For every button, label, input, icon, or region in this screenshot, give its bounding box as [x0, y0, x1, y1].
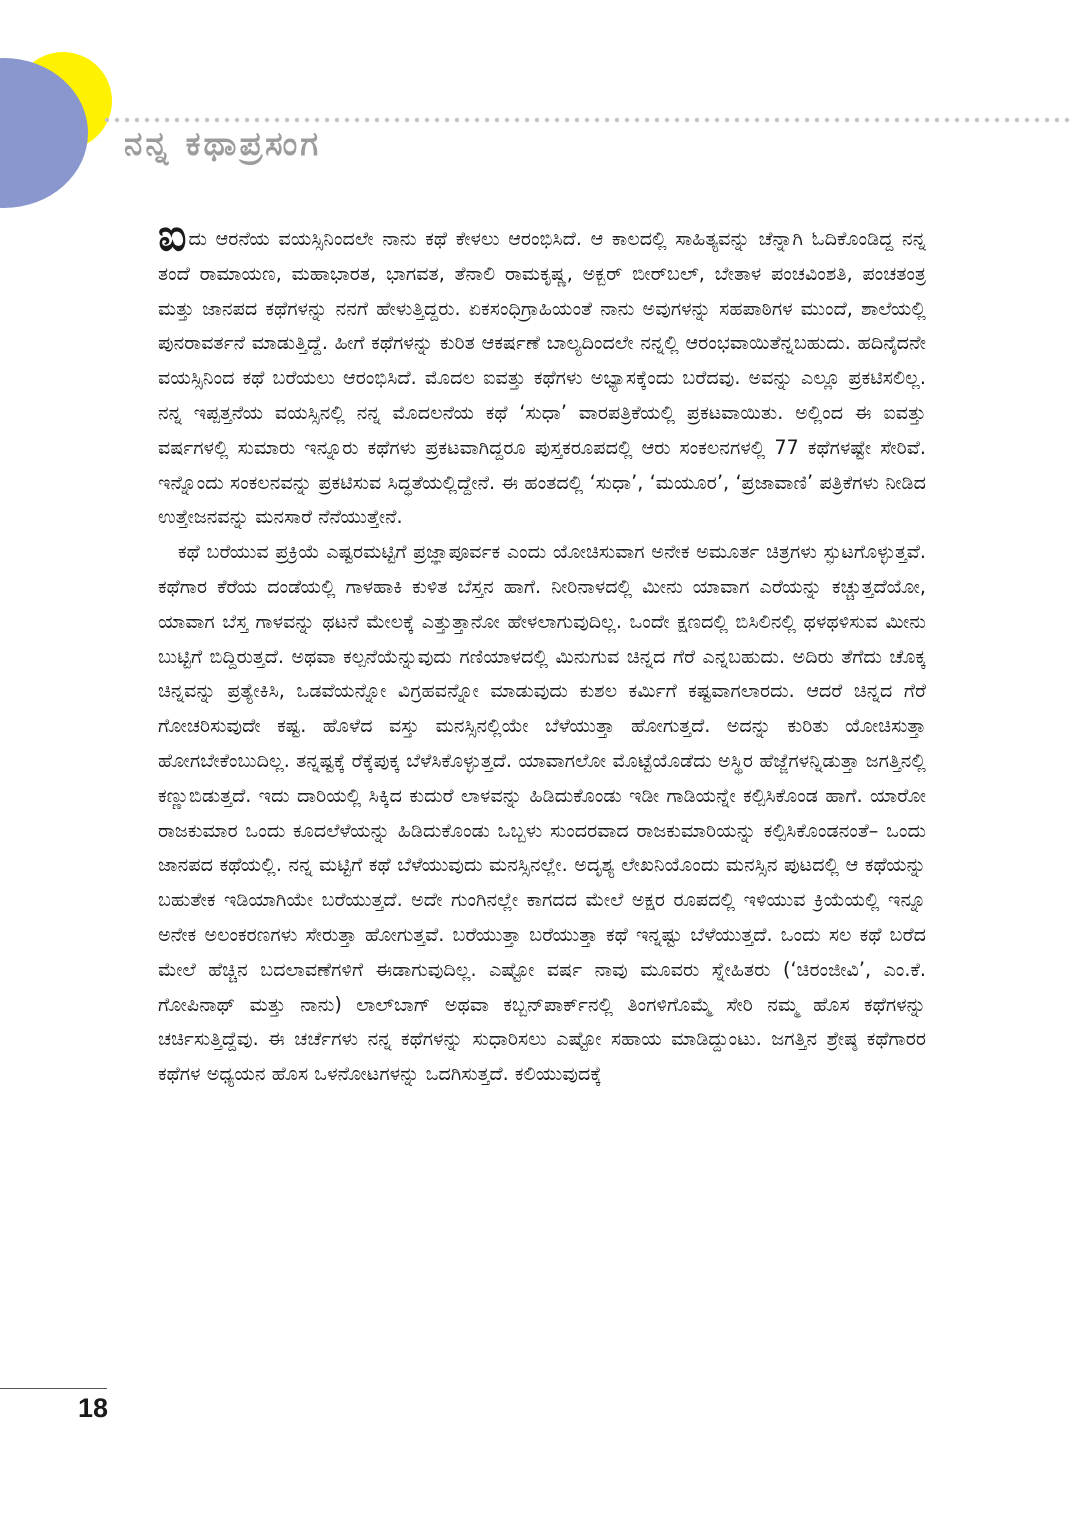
page-header-title: ನನ್ನ ಕಥಾಪ್ರಸಂಗ — [124, 124, 322, 163]
paragraph-1 — [158, 210, 926, 535]
page-number: 18 — [78, 1393, 109, 1423]
dotted-header-rule — [102, 117, 1072, 123]
paragraph-1-text: ದು ಆರನೆಯ ವಯಸ್ಸಿನಿಂದಲೇ ನಾನು ಕಥೆ ಕೇಳಲು ಆರಂಭಿಸಿದೆ. ಆ ಕಾಲದಲ್ಲಿ ಸಾಹಿತ್ಯವನ್ನು ಚೆನ್ನಾಗಿ ಓದಿಕೊಂಡಿದ್ದ ನನ್ನ ತಂದೆ ರಾಮಾಯಣ, ಮಹಾಭಾರತ, ಭಾಗವತ, ತೆನಾಲಿ ರಾಮಕೃಷ್ಣ, ಅಕ್ಬರ್ ಬೀರ್‌ಬಲ್, ಬೇತಾಳ ಪಂಚವಿಂಶತಿ, ಪಂಚತಂತ್ರ ಮತ್ತು ಜಾನಪದ ಕಥೆಗಳನ್ನು ನನಗೆ ಹೇಳುತ್ತಿದ್ದರು. ಏಕಸಂಧಿಗ್ರಾಹಿಯಂತೆ ನಾನು ಅವುಗಳನ್ನು ಸಹಪಾಠಿಗಳ ಮುಂದೆ, ಶಾಲೆಯಲ್ಲಿ ಪುನರಾವರ್ತನೆ ಮಾಡುತ್ತಿದ್ದೆ. ಹೀಗೆ ಕಥೆಗಳನ್ನು ಕುರಿತ ಆಕರ್ಷಣೆ ಬಾಲ್ಯದಿಂದಲೇ ನನ್ನಲ್ಲಿ ಆರಂಭವಾಯಿತೆನ್ನಬಹುದು. ಹದಿನೈದನೇ ವಯಸ್ಸಿನಿಂದ ಕಥೆ ಬರೆಯಲು ಆರಂಭಿಸಿದೆ. ಮೊದಲ ಐವತ್ತು ಕಥೆಗಳು ಅಭ್ಯಾಸಕ್ಕೆಂದು ಬರೆದವು. ಅವನ್ನು ಎಲ್ಲೂ ಪ್ರಕಟಿಸಲಿಲ್ಲ. ನನ್ನ ಇಪ್ಪತ್ತನೆಯ ವಯಸ್ಸಿನಲ್ಲಿ ನನ್ನ ಮೊದಲನೆಯ ಕಥೆ ‘ಸುಧಾ’ ವಾರಪತ್ರಿಕೆಯಲ್ಲಿ ಪ್ರಕಟವಾಯಿತು. ಅಲ್ಲಿಂದ ಈ ಐವತ್ತು ವರ್ಷಗಳಲ್ಲಿ ಸುಮಾರು ಇನ್ನೂರು ಕಥೆಗಳು ಪ್ರಕಟವಾಗಿದ್ದರೂ ಪುಸ್ತಕರೂಪದಲ್ಲಿ ಆರು ಸಂಕಲನಗಳಲ್ಲಿ 77 ಕಥೆಗಳಷ್ಟೇ ಸೇರಿವೆ. ಇನ್ನೊಂದು ಸಂಕಲನವನ್ನು ಪ್ರಕಟಿಸುವ ಸಿದ್ಧತೆಯಲ್ಲಿದ್ದೇನೆ. ಈ ಹಂತದಲ್ಲಿ ‘ಸುಧಾ’, ‘ಮಯೂರ’, ‘ಪ್ರಜಾವಾಣಿ’ ಪತ್ರಿಕೆಗಳು ನೀಡಿದ ಉತ್ತೇಜನವನ್ನು ಮನಸಾರೆ ನೆನೆಯುತ್ತೇನೆ. — [158, 227, 926, 529]
page-number-rule — [0, 1388, 107, 1389]
paragraph-2: ಕಥೆ ಬರೆಯುವ ಪ್ರಕ್ರಿಯೆ ಎಷ್ಟರಮಟ್ಟಿಗೆ ಪ್ರಜ್ಞಾಪೂರ್ವಕ ಎಂದು ಯೋಚಿಸುವಾಗ ಅನೇಕ ಅಮೂರ್ತ ಚಿತ್ರಗಳು ಸ್ಫುಟಗೊಳ್ಳುತ್ತವೆ. ಕಥೆಗಾರ ಕೆರೆಯ ದಂಡೆಯಲ್ಲಿ ಗಾಳಹಾಕಿ ಕುಳಿತ ಬೆಸ್ತನ ಹಾಗೆ. ನೀರಿನಾಳದಲ್ಲಿ ಮೀನು ಯಾವಾಗ ಎರೆಯನ್ನು ಕಚ್ಚುತ್ತದೆಯೋ, ಯಾವಾಗ ಬೆಸ್ತ ಗಾಳವನ್ನು ಥಟನೆ ಮೇಲಕ್ಕೆ ಎತ್ತುತ್ತಾನೋ ಹೇಳಲಾಗುವುದಿಲ್ಲ. ಒಂದೇ ಕ್ಷಣದಲ್ಲಿ ಬಿಸಿಲಿನಲ್ಲಿ ಥಳಥಳಿಸುವ ಮೀನು ಬುಟ್ಟಿಗೆ ಬಿದ್ದಿರುತ್ತದೆ. ಅಥವಾ ಕಲ್ಪನೆಯೆನ್ನುವುದು ಗಣಿಯಾಳದಲ್ಲಿ ಮಿನುಗುವ ಚಿನ್ನದ ಗೆರೆ ಎನ್ನಬಹುದು. ಅದಿರು ತೆಗೆದು ಚೊಕ್ಕ ಚಿನ್ನವನ್ನು ಪ್ರತ್ಯೇಕಿಸಿ, ಒಡವೆಯನ್ನೋ ವಿಗ್ರಹವನ್ನೋ ಮಾಡುವುದು ಕುಶಲ ಕರ್ಮಿಗೆ ಕಷ್ಟವಾಗಲಾರದು. ಆದರೆ ಚಿನ್ನದ ಗೆರೆ ಗೋಚರಿಸುವುದೇ ಕಷ್ಟ. ಹೊಳೆದ ವಸ್ತು ಮನಸ್ಸಿನಲ್ಲಿಯೇ ಬೆಳೆಯುತ್ತಾ ಹೋಗುತ್ತದೆ. ಅದನ್ನು ಕುರಿತು ಯೋಚಿಸುತ್ತಾ ಹೋಗಬೇಕೆಂಬುದಿಲ್ಲ. ತನ್ನಷ್ಟಕ್ಕೆ ರೆಕ್ಕೆಪುಕ್ಕ ಬೆಳೆಸಿಕೊಳ್ಳುತ್ತದೆ. ಯಾವಾಗಲೋ ಮೊಟ್ಟೆಯೊಡೆದು ಅಸ್ಥಿರ ಹೆಜ್ಜೆಗಳನ್ನಿಡುತ್ತಾ ಜಗತ್ತಿನಲ್ಲಿ ಕಣ್ಣುಬಿಡುತ್ತದೆ. ಇದು ದಾರಿಯಲ್ಲಿ ಸಿಕ್ಕಿದ ಕುದುರೆ ಲಾಳವನ್ನು ಹಿಡಿದುಕೊಂಡು ಇಡೀ ಗಾಡಿಯನ್ನೇ ಕಲ್ಪಿಸಿಕೊಂಡ ಹಾಗೆ. ಯಾರೋ ರಾಜಕುಮಾರ ಒಂದು ಕೂದಲೆಳೆಯನ್ನು ಹಿಡಿದುಕೊಂಡು ಒಬ್ಬಳು ಸುಂದರವಾದ ರಾಜಕುಮಾರಿಯನ್ನು ಕಲ್ಪಿಸಿಕೊಂಡನಂತೆ– ಒಂದು ಜಾನಪದ ಕಥೆಯಲ್ಲಿ. ನನ್ನ ಮಟ್ಟಿಗೆ ಕಥೆ ಬೆಳೆಯುವುದು ಮನಸ್ಸಿನಲ್ಲೇ. ಅದೃಶ್ಯ ಲೇಖನಿಯೊಂದು ಮನಸ್ಸಿನ ಪುಟದಲ್ಲಿ ಆ ಕಥೆಯನ್ನು ಬಹುತೇಕ ಇಡಿಯಾಗಿಯೇ ಬರೆಯುತ್ತದೆ. ಅದೇ ಗುಂಗಿನಲ್ಲೇ ಕಾಗದದ ಮೇಲೆ ಅಕ್ಷರ ರೂಪದಲ್ಲಿ ಇಳಿಯುವ ಕ್ರಿಯೆಯಲ್ಲಿ ಇನ್ನೂ ಅನೇಕ ಅಲಂಕರಣಗಳು ಸೇರುತ್ತಾ ಹೋಗುತ್ತವೆ. ಬರೆಯುತ್ತಾ ಬರೆಯುತ್ತಾ ಕಥೆ ಇನ್ನಷ್ಟು ಬೆಳೆಯುತ್ತದೆ. ಒಂದು ಸಲ ಕಥೆ ಬರೆದ ಮೇಲೆ ಹೆಚ್ಚಿನ ಬದಲಾವಣೆಗಳಿಗೆ ಈಡಾಗುವುದಿಲ್ಲ. ಎಷ್ಟೋ ವರ್ಷ ನಾವು ಮೂವರು ಸ್ನೇಹಿತರು (‘ಚಿರಂಜೀವಿ’, ಎಂ.ಕೆ. ಗೋಪಿನಾಥ್ ಮತ್ತು ನಾನು) ಲಾಲ್‌ಬಾಗ್ ಅಥವಾ ಕಬ್ಬನ್‌ಪಾರ್ಕ್‌ನಲ್ಲಿ ತಿಂಗಳಿಗೊಮ್ಮೆ ಸೇರಿ ನಮ್ಮ ಹೊಸ ಕಥೆಗಳನ್ನು ಚರ್ಚಿಸುತ್ತಿದ್ದೆವು. ಈ ಚರ್ಚೆಗಳು ನನ್ನ ಕಥೆಗಳನ್ನು ಸುಧಾರಿಸಲು ಎಷ್ಟೋ ಸಹಾಯ ಮಾಡಿದ್ದುಂಟು. ಜಗತ್ತಿನ ಶ್ರೇಷ್ಠ ಕಥೆಗಾರರ ಕಥೆಗಳ ಅಧ್ಯಯನ ಹೊಸ ಒಳನೋಟಗಳನ್ನು ಒದಗಿಸುತ್ತದೆ. ಕಲಿಯುವುದಕ್ಕೆ — [158, 540, 926, 1086]
article-body — [158, 210, 926, 1092]
drop-cap: ಐ — [158, 210, 187, 261]
